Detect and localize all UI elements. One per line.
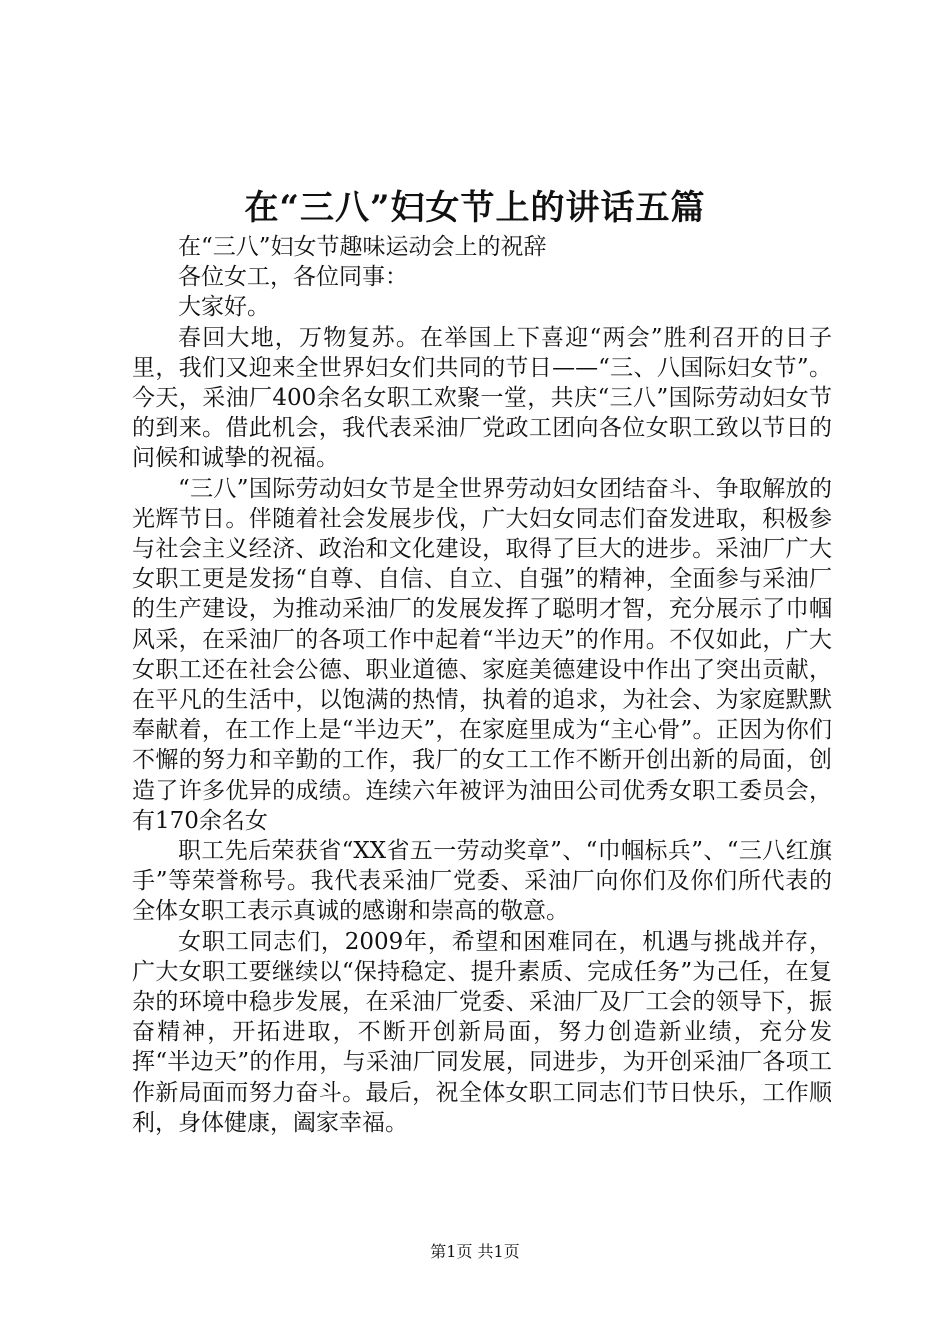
speech-heading: 在“三八”妇女节趣味运动会上的祝辞	[178, 234, 547, 260]
document-body	[132, 232, 832, 1138]
body-paragraph: “三八”国际劳动妇女节是全世界劳动妇女团结奋斗、争取解放的光辉节日。伴随着社会发展步伐，广大妇女同志们奋发进取，积极参与社会主义经济、政治和文化建设，取得了巨大的进步。采油厂广大女职工更是发扬“自尊、自信、自立、自强”的精神，全面参与采油厂的生产建设，为推动采油厂的发展发挥了聪明才智，充分展示了巾帼风采，在采油厂的各项工作中起着“半边天”的作用。不仅如此，广大女职工还在社会公德、职业道德、家庭美德建设中作出了突出贡献，在平凡的生活中，以饱满的热情，执着的追求，为社会、为家庭默默奉献着，在工作上是“半边天”，在家庭里成为“主心骨”。正因为你们不懈的努力和辛勤的工作，我厂的女工工作不断开创出新的局面，创造了许多优异的成绩。连续六年被评为油田公司优秀女职工委员会，有170余名女	[132, 475, 832, 834]
body-paragraph: 春回大地，万物复苏。在举国上下喜迎“两会”胜利召开的日子里，我们又迎来全世界妇女们共同的节日——“三、八国际妇女节”。今天，采油厂400余名女职工欢聚一堂，共庆“三八”国际劳动妇女节的到来。借此机会，我代表采油厂党政工团向各位女职工致以节日的问候和诚挚的祝福。	[132, 324, 832, 472]
body-paragraph: 女职工同志们，2009年，希望和困难同在，机遇与挑战并存，广大女职工要继续以“保持稳定、提升素质、完成任务”为己任，在复杂的环境中稳步发展，在采油厂党委、采油厂及厂工会的领导下，振奋精神，开拓进取，不断开创新局面，努力创造新业绩，充分发挥“半边天”的作用，与采油厂同发展，同进步，为开创采油厂各项工作新局面而努力奋斗。最后，祝全体女职工同志们节日快乐，工作顺利，身体健康，阖家幸福。	[132, 928, 832, 1136]
page-footer: 第1页 共1页	[430, 1242, 520, 1261]
body-paragraph: 职工先后荣获省“XX省五一劳动奖章”、“巾帼标兵”、“三八红旗手”等荣誉称号。我代表采油厂党委、采油厂向你们及你们所代表的全体女职工表示真诚的感谢和崇高的敬意。	[132, 838, 832, 925]
greeting: 大家好。	[178, 294, 270, 321]
document-title: 在“三八”妇女节上的讲话五篇	[244, 188, 706, 228]
salutation: 各位女工，各位同事：	[178, 264, 408, 291]
